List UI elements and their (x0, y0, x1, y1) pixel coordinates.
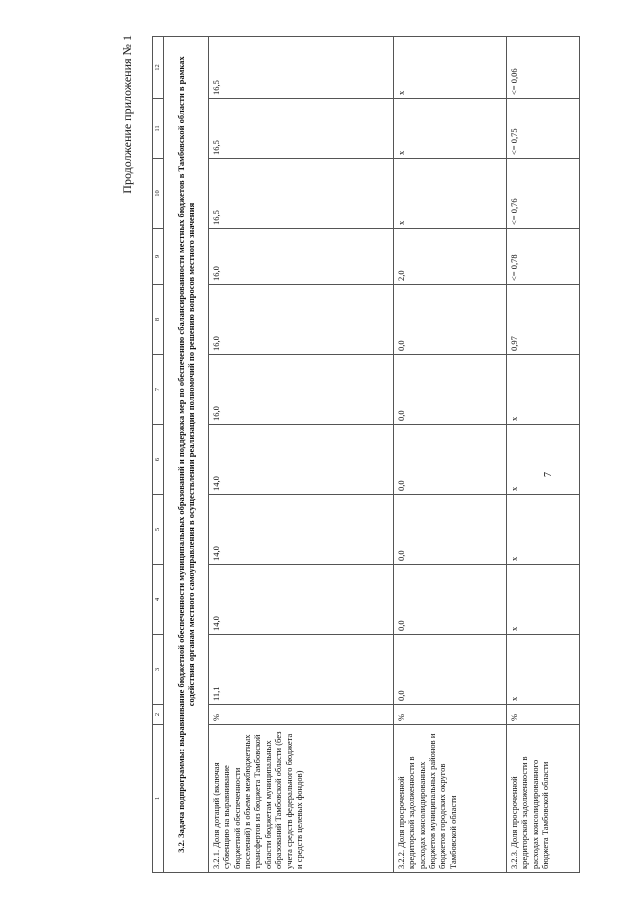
indicator-name: 3.2.3. Доля просроченной кредиторской задолженности в расходах консолидированного бюджета Тамбовской области (507, 725, 580, 873)
value-cell: <= 0,78 (507, 229, 580, 285)
value-cell: x (507, 565, 580, 635)
indicator-unit: % (394, 705, 507, 725)
indicators-table (152, 36, 580, 873)
indicator-name: 3.2.1. Доля дотаций (включая субвенцию на выравнивание бюджетной обеспеченности поселений) в объеме межбюджетных трансфертов из бюджета Тамбовской области бюджетам муниципальных образований Тамбовской области (без учета средств федерального бюджета и средств целевых фондов) (209, 725, 394, 873)
value-cell: x (507, 425, 580, 495)
value-cell: 0,97 (507, 285, 580, 355)
table-row (209, 37, 394, 873)
value-cell: x (507, 355, 580, 425)
value-cell: 16,0 (209, 355, 394, 425)
col-num: 12 (153, 37, 164, 99)
value-cell: <= 0,75 (507, 99, 580, 159)
value-cell: 14,0 (209, 425, 394, 495)
value-cell: x (394, 159, 507, 229)
col-num: 6 (153, 425, 164, 495)
col-num: 3 (153, 635, 164, 705)
col-num: 11 (153, 99, 164, 159)
value-cell: 14,0 (209, 495, 394, 565)
task-row (164, 37, 209, 873)
page-number: 7 (543, 472, 554, 477)
value-cell: 16,5 (209, 37, 394, 99)
value-cell: 0,0 (394, 425, 507, 495)
value-cell: x (507, 495, 580, 565)
value-cell: x (394, 37, 507, 99)
table-row (394, 37, 507, 873)
indicator-name: 3.2.2. Доля просроченной кредиторской задолженности в расходах консолидированных бюджетов муниципальных районов и бюджетов городских округов Тамбовской области (394, 725, 507, 873)
col-num: 2 (153, 705, 164, 725)
column-number-row (153, 37, 164, 873)
col-num: 1 (153, 725, 164, 873)
col-num: 5 (153, 495, 164, 565)
value-cell: x (507, 635, 580, 705)
rotated-page (48, 27, 588, 877)
col-num: 4 (153, 565, 164, 635)
value-cell: 16,5 (209, 159, 394, 229)
col-num: 8 (153, 285, 164, 355)
value-cell: 0,0 (394, 495, 507, 565)
indicator-unit: % (209, 705, 394, 725)
value-cell: x (394, 99, 507, 159)
col-num: 10 (153, 159, 164, 229)
value-cell: 14,0 (209, 565, 394, 635)
value-cell: 0,0 (394, 565, 507, 635)
task-title: 3.2. Задача подпрограммы: выравнивание бюджетной обеспеченности муниципальных образований и поддержка мер по обеспечению сбалансированности местных бюджетов в Тамбовской области в рамках содействия органам местного самоуправления в осуществлении реализации полномочий по решению вопросов местного значения (164, 37, 209, 873)
col-num: 7 (153, 355, 164, 425)
value-cell: 16,5 (209, 99, 394, 159)
value-cell: 0,0 (394, 355, 507, 425)
value-cell: 11,1 (209, 635, 394, 705)
value-cell: 16,0 (209, 229, 394, 285)
col-num: 9 (153, 229, 164, 285)
value-cell: 0,0 (394, 635, 507, 705)
value-cell: <= 0,06 (507, 37, 580, 99)
value-cell: 16,0 (209, 285, 394, 355)
value-cell: 2,0 (394, 229, 507, 285)
continuation-label: Продолжение приложения № 1 (120, 35, 134, 194)
indicator-unit: % (507, 705, 580, 725)
value-cell: 0,0 (394, 285, 507, 355)
value-cell: <= 0,76 (507, 159, 580, 229)
table-row (507, 37, 580, 873)
